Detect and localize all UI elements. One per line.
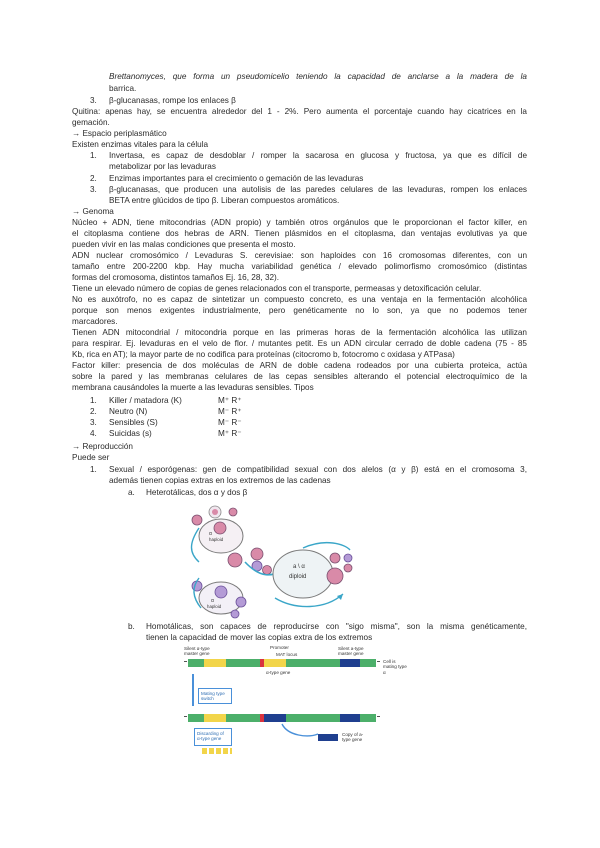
text-line: para respirar. Ej. levaduras en el velo de flor. / mutantes petit. Es un ADN circular cerrado de doble cadena (75 - 85 xyxy=(72,339,527,348)
text-line: Sexual / esporógenas: gen de compatibilidad sexual con dos alelos (α y β) está en el cromosoma 3, xyxy=(109,465,527,474)
killer-type-code: M⁻ R⁺ xyxy=(218,407,242,416)
text-line: Heterotálicas, dos α y dos β xyxy=(146,488,248,497)
diagram1-label: diploid xyxy=(289,574,307,580)
text-line: pueden vivir en las malas condiciones que presenta el mosto. xyxy=(72,240,296,249)
killer-type-name: Neutro (N) xyxy=(109,407,148,416)
text-line: gemación. xyxy=(72,118,110,127)
killer-type-name: Suicidas (s) xyxy=(109,429,152,438)
diagram1-label: α xyxy=(211,598,214,604)
label-promoter: Promoter xyxy=(270,645,289,650)
text-line: Homotálicas, son capaces de reproducirse con "sigo misma", son la misma genéticamente, xyxy=(146,622,527,631)
text-line: Existen enzimas vitales para la célula xyxy=(72,140,209,149)
killer-type-code: M⁺ R⁻ xyxy=(218,429,242,438)
label-cell-type: Cell is mating type α xyxy=(383,659,407,675)
switch-arrow xyxy=(192,674,194,706)
list-number: 3. xyxy=(90,418,97,427)
segment-yellow xyxy=(264,659,286,667)
text-line: además tienen copias extras en los extremos de las cadenas xyxy=(109,476,331,485)
segment-navy xyxy=(340,714,360,722)
list-number: a. xyxy=(128,488,135,497)
segment-green xyxy=(360,659,376,667)
killer-type-name: Killer / matadora (K) xyxy=(109,396,182,405)
list-number: 1. xyxy=(90,465,97,474)
mating-switch-box xyxy=(198,688,232,704)
section-heading: → Reproducción xyxy=(72,442,133,451)
segment-green xyxy=(188,714,204,722)
text-line: No es auxótrofo, no es capaz de sintetizar un compuesto concreto, es una ventaja en la fermentación alcohólica xyxy=(72,295,527,304)
segment-green xyxy=(286,659,340,667)
segment-green xyxy=(360,714,376,722)
list-number: 3. xyxy=(90,185,97,194)
text-line: barrica. xyxy=(109,84,137,93)
label-discarding: Discarding of α-type gene xyxy=(197,731,224,742)
text-line: β-glucanasas, rompe los enlaces β xyxy=(109,96,236,105)
heterothallic-diagram xyxy=(185,498,365,620)
text-line: porque son menos exigentes industrialmente, pero genéticamente no lo son, ya que no podemos tener xyxy=(72,306,527,315)
text-line: Quitina: apenas hay, se encuentra alrededor del 1 - 2%. Pero aumenta el porcentaje cuando hay cicatrices en la xyxy=(72,107,527,116)
diagram1-label: haploid xyxy=(207,604,222,609)
segment-green xyxy=(226,714,260,722)
discard-fragments xyxy=(202,748,232,754)
segment-yellow xyxy=(204,659,226,667)
list-number: 1. xyxy=(90,396,97,405)
copy-arrow xyxy=(278,720,338,740)
segment-yellow xyxy=(204,714,226,722)
text-line: formas del cromosoma, distintos tamaños Ej. 16, 28, 32). xyxy=(72,273,280,282)
text-line: Factor killer: presencia de dos moléculas de ARN de doble cadena rodeados por una cubierta proteica, actúa xyxy=(72,361,527,370)
killer-type-code: M⁺ R⁺ xyxy=(218,396,242,405)
text-line: metabolizar por las levaduras xyxy=(109,162,216,171)
label-copy: Copy of a-type gene xyxy=(342,732,364,743)
text-line: ADN nuclear cromosómico / Levaduras S. cerevisiae: son haploides con 16 cromosomas diferentes, con un xyxy=(72,251,527,260)
text-line: Enzimas importantes para el crecimiento o gemación de las levaduras xyxy=(109,174,364,183)
text-line: Invertasa, es capaz de desdoblar / romper la sacarosa en glucosa y fructosa, ya que es difícil de xyxy=(109,151,527,160)
text-line: Kb, rica en AT); la mayor parte de no codifica para proteínas (citocromo b, fotocromo c oxidasa y ATPasa) xyxy=(72,350,455,359)
text-line: tienen la capacidad de mover las copias extra de los extremos xyxy=(146,633,373,642)
label-mat-locus: MAT locus xyxy=(276,652,298,657)
text-line: BETA entre glúcidos de tipo β. Liberan compuestos aromáticos. xyxy=(109,196,340,205)
discarding-box xyxy=(194,728,232,746)
text-line: Brettanomyces, que forma un pseudomicelio teniendo la capacidad de anclarse a la madera de la xyxy=(109,72,527,81)
text-line: β-glucanasas, que producen una autolisis de las paredes celulares de las levaduras, rompen los enlaces xyxy=(109,185,527,194)
text-line: el citoplasma contiene dos hebras de ARN. Tienen plásmidos en el citoplasma, dan ventajas evolutivas ya que xyxy=(72,229,527,238)
label-alpha-gene: α-type gene xyxy=(266,670,291,675)
list-number: 1. xyxy=(90,151,97,160)
text-line: Tiene un elevado número de copias de genes relacionados con el transporte, permeasas y detoxificación celular. xyxy=(72,284,482,293)
homothallic-diagram xyxy=(178,644,413,764)
text-line: sobre la pared y las membranas celulares de las cepas sensibles alterando el potencial electroquímico de la xyxy=(72,372,527,381)
list-number: 3. xyxy=(90,96,97,105)
list-number: b. xyxy=(128,622,135,631)
text-line: Núcleo + ADN, tiene mitocondrias (ADN propio) y también otros orgánulos que le proporcionan el factor killer, en xyxy=(72,218,527,227)
segment-green xyxy=(188,659,204,667)
section-heading: → Genoma xyxy=(72,207,114,216)
diagram1-label: haploid xyxy=(209,537,224,542)
text-line: marcadores. xyxy=(72,317,118,326)
list-number: 2. xyxy=(90,174,97,183)
text-line: Tienen ADN mitocondrial / mitocondria porque en las primeras horas de la fermentación alcohólica las utilizan xyxy=(72,328,527,337)
label-silent-alpha: Silent α-type master gene xyxy=(184,646,210,657)
diagram1-label: a \ α xyxy=(293,564,305,570)
killer-type-code: M⁻ R⁻ xyxy=(218,418,242,427)
diagram1-label: α xyxy=(209,531,212,537)
list-number: 2. xyxy=(90,407,97,416)
label-switch: Mating type switch xyxy=(201,691,225,702)
list-number: 4. xyxy=(90,429,97,438)
section-heading: → Espacio periplasmático xyxy=(72,129,167,138)
text-line: membrana causándoles la muerte a las levaduras sensibles. Tipos xyxy=(72,383,314,392)
segment-green xyxy=(226,659,260,667)
killer-type-name: Sensibles (S) xyxy=(109,418,158,427)
label-silent-a: Silent a-type master gene xyxy=(338,646,364,657)
text-line: Puede ser xyxy=(72,453,110,462)
text-line: tamaño entre 200-2200 kbp. Hay mucha variabilidad genética / elevado polimorfismo cromosómico (distintas xyxy=(72,262,527,271)
segment-navy xyxy=(340,659,360,667)
